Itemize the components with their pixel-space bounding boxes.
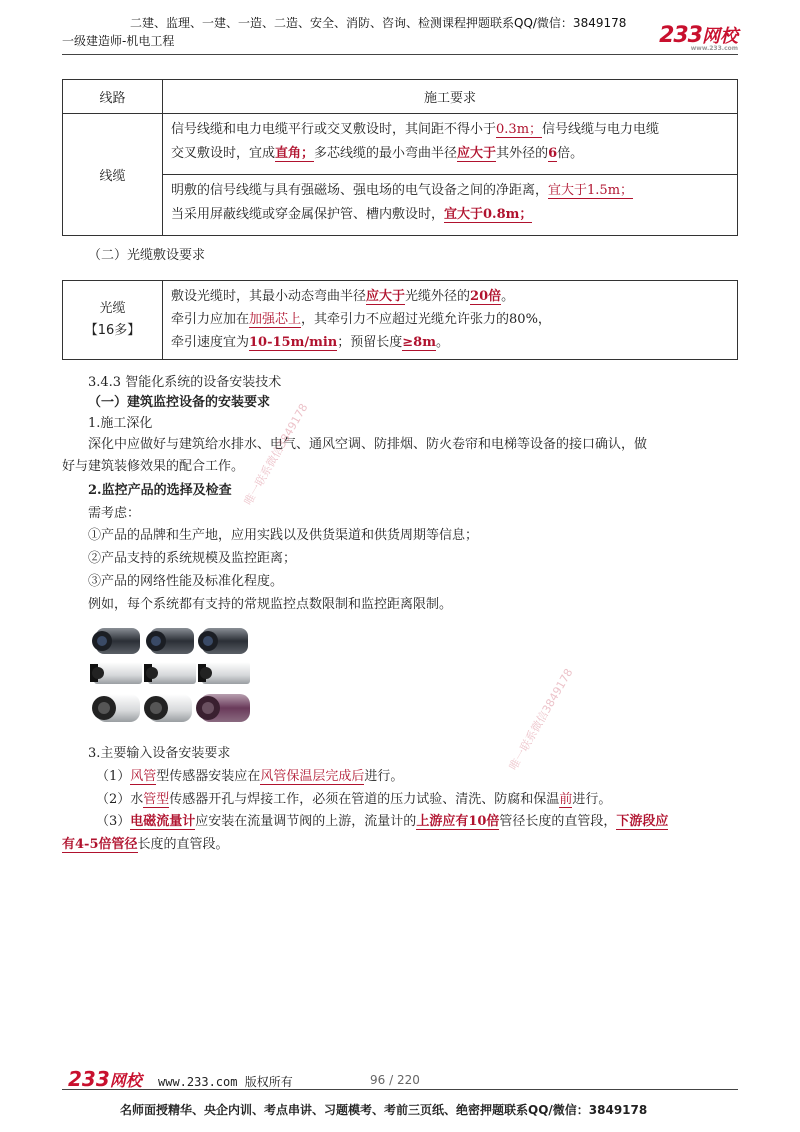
footer-logo-number: 233 (68, 1067, 110, 1091)
highlight-text: 风管 (130, 769, 157, 784)
cell-text: 交叉敷设时，宜成 (171, 146, 276, 161)
heading-monitoring-install: （一）建筑监控设备的安装要求 (88, 395, 271, 410)
row-label-optical (63, 281, 163, 360)
highlight-text: 20倍 (470, 289, 502, 304)
logo-number: 233 (659, 23, 702, 48)
line-text: （2）水 (96, 792, 144, 807)
highlight-text: 宜大于0.8m； (444, 207, 533, 222)
list-item: ①产品的品牌和生产地，应用实践以及供货渠道和供货周期等信息； (88, 528, 479, 543)
cell-text: ，其牵引力不应超过光缆允许张力的80%， (301, 312, 551, 327)
requirement-line (96, 789, 611, 810)
highlight-text: 风管保温层完成后 (260, 769, 365, 784)
camera-row-mixed (92, 694, 250, 722)
table-row (63, 175, 738, 236)
heading-3-4-3: 3.4.3 智能化系统的设备安装技术 (88, 375, 282, 390)
line-text: （3） (96, 814, 131, 829)
highlight-text: 电磁流量计 (130, 814, 196, 829)
optical-cable-table (62, 280, 738, 360)
line-text: 长度的直管段。 (137, 837, 229, 852)
line-text: 进行。 (572, 792, 612, 807)
exam-tag: 【16多】 (84, 323, 141, 338)
section-optical-title: （二）光缆敷设要求 (88, 248, 206, 263)
requirement-line-continued (62, 834, 229, 855)
cell-text: 敷设光缆时，其最小动态弯曲半径 (171, 289, 367, 304)
paragraph-line: 深化中应做好与建筑给水排水、电气、通风空调、防排烟、防火卷帘和电梯等设备的接口确认，做 (88, 437, 648, 452)
highlight-text: ≥8m (402, 335, 436, 350)
footer-logo (68, 1067, 142, 1091)
table-cell (163, 114, 738, 175)
highlight-text: 6 (548, 146, 558, 161)
header-ad-text: 二建、监理、一建、一造、二造、安全、消防、咨询、检测课程押题联系QQ/微信：3849178 (130, 16, 627, 30)
cell-text: 倍。 (557, 146, 584, 161)
brand-logo (659, 22, 738, 52)
footer-logo-text: 网校 (109, 1071, 142, 1090)
highlight-text: 直角； (275, 146, 315, 161)
highlight-text: 10-15m/min (249, 335, 338, 350)
cell-text: 当采用屏蔽线缆或穿金属保护管、槽内敷设时， (171, 207, 445, 222)
cell-text: 。 (501, 289, 515, 304)
header-divider (62, 54, 738, 55)
footer-copyright: www.233.com 版权所有 (158, 1075, 293, 1089)
cell-text: ；预留长度 (337, 335, 403, 350)
highlight-text: 前 (559, 792, 573, 807)
footer-divider (62, 1089, 738, 1090)
subheading-product-selection: 2.监控产品的选择及检查 (88, 483, 232, 498)
list-item: ②产品支持的系统规模及监控距离； (88, 551, 297, 566)
camera-row-dark (92, 628, 248, 654)
requirement-line (96, 811, 668, 832)
cell-text: 其外径的 (496, 146, 549, 161)
table-row (63, 114, 738, 175)
cell-text: 明敷的信号线缆与具有强磁场、强电场的电气设备之间的净距离， (171, 183, 549, 198)
cell-text: 。 (435, 335, 449, 350)
list-item: ③产品的网络性能及标准化程度。 (88, 574, 284, 589)
table-header-row (63, 80, 738, 114)
camera-row-white (90, 662, 250, 684)
line-text: （1） (96, 769, 131, 784)
cell-text: 信号线缆和电力电缆平行或交叉敷设时，其间距不得小于 (171, 122, 497, 137)
cell-text: 牵引力应加在 (171, 312, 250, 327)
cell-text: 信号线缆与电力电缆 (542, 122, 660, 137)
watermark-text: 唯一联系微信3849178 (241, 401, 311, 508)
line-text: 管径长度的直管段， (499, 814, 617, 829)
logo-url: www.233.com (690, 45, 738, 52)
table-cell (163, 175, 738, 236)
cable-requirements-table (62, 79, 738, 236)
page-number: 96 / 220 (370, 1073, 420, 1087)
cell-text: 光缆外径的 (405, 289, 471, 304)
line-text: 进行。 (364, 769, 404, 784)
paragraph-line: 好与建筑装修效果的配合工作。 (62, 459, 245, 474)
subheading-input-devices: 3.主要输入设备安装要求 (88, 746, 231, 761)
highlight-text: 加强芯上 (249, 312, 302, 327)
surveillance-cameras-image (88, 624, 254, 728)
cell-text: 牵引速度宜为 (171, 335, 250, 350)
highlight-text: 宜大于1.5m； (548, 183, 634, 198)
line-text: 应安装在流量调节阀的上游，流量计的 (195, 814, 417, 829)
label-text: 光缆 (99, 301, 126, 316)
highlight-text: 有4-5倍管径 (62, 837, 138, 852)
highlight-text: 下游段应 (616, 814, 669, 829)
col-header-route: 线路 (63, 80, 163, 114)
col-header-requirements: 施工要求 (163, 80, 738, 114)
line-text: 传感器开孔与焊接工作，必须在管道的压力试验、清洗、防腐和保温 (169, 792, 560, 807)
cell-text: 多芯线缆的最小弯曲半径 (314, 146, 458, 161)
row-label-cable: 线缆 (63, 114, 163, 236)
paragraph-line: 需考虑： (88, 506, 141, 521)
highlight-text: 应大于 (457, 146, 497, 161)
header-subtitle: 一级建造师-机电工程 (62, 34, 175, 48)
highlight-text: 管型 (143, 792, 170, 807)
line-text: 型传感器安装应在 (156, 769, 261, 784)
highlight-text: 应大于 (366, 289, 406, 304)
table-row (63, 281, 738, 360)
highlight-text: 0.3m； (496, 122, 543, 137)
logo-text: 网校 (702, 26, 738, 47)
paragraph-line: 例如，每个系统都有支持的常规监控点数限制和监控距离限制。 (88, 597, 453, 612)
subheading-construction-deepening: 1.施工深化 (88, 416, 153, 431)
footer-ad-text: 名师面授精华、央企内训、考点串讲、习题模考、考前三页纸、绝密押题联系QQ/微信：3849178 (120, 1103, 648, 1117)
requirement-line (96, 766, 403, 787)
watermark-text: 唯一联系微信3849178 (506, 666, 576, 773)
highlight-text: 上游应有10倍 (416, 814, 500, 829)
table-cell (163, 281, 738, 360)
